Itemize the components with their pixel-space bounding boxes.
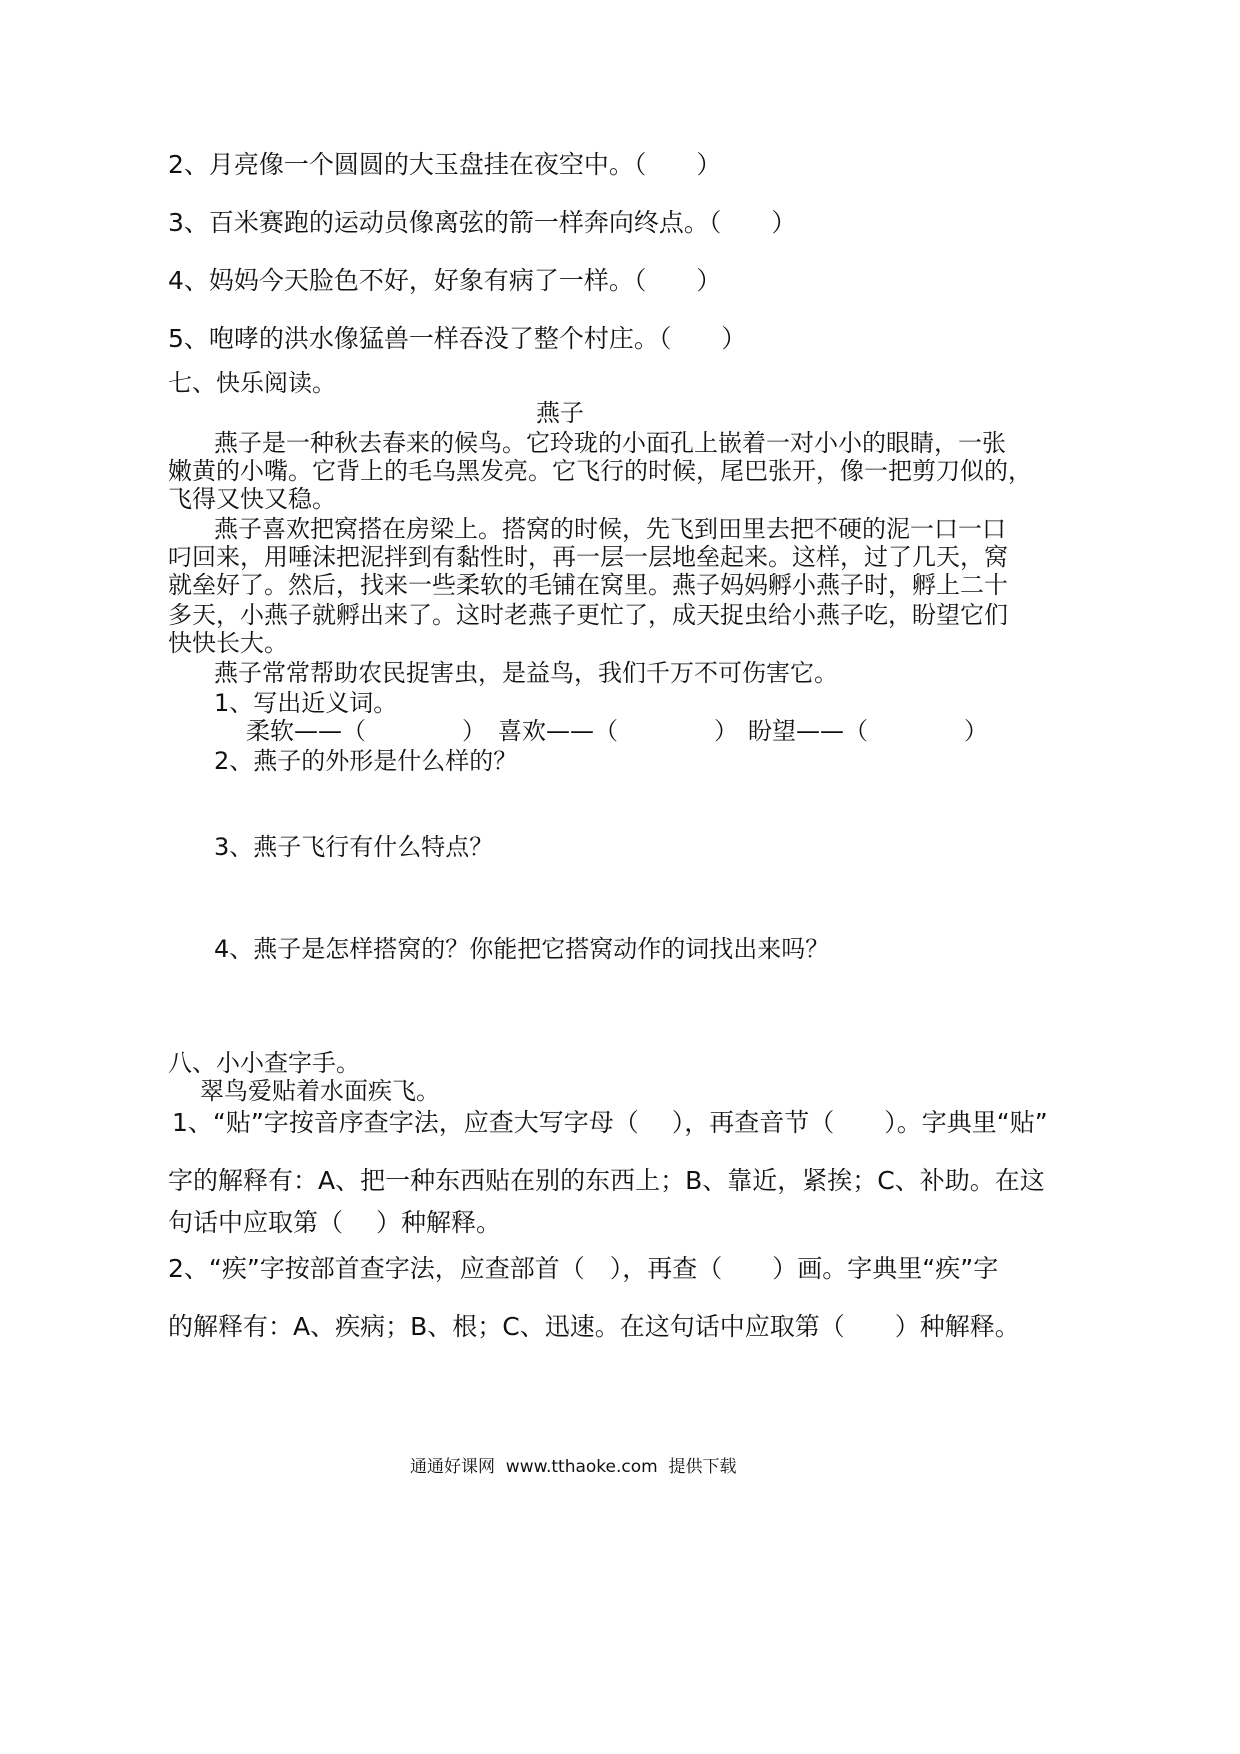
zidian-q1-line: 1、“贴”字按音序查字法，应查大写字母（ ），再查音节（ ）。字典里“贴”	[172, 1108, 1048, 1137]
question-4: 4、燕子是怎样搭窝的？你能把它搭窝动作的词找出来吗？	[214, 935, 830, 963]
question-2: 2、燕子的外形是什么样的？	[214, 747, 518, 775]
section-7-heading: 七、快乐阅读。	[168, 369, 336, 397]
example-sentence: 翠鸟爱贴着水面疾飞。	[200, 1077, 440, 1105]
passage-line: 嫩黄的小嘴。它背上的毛乌黑发亮。它飞行的时候，尾巴张开，像一把剪刀似的，	[168, 457, 1032, 485]
question-3: 3、燕子飞行有什么特点？	[214, 833, 494, 861]
zidian-q1-line: 句话中应取第（ ）种解释。	[168, 1208, 501, 1237]
passage-line: 快快长大。	[168, 629, 288, 657]
zidian-q1-line: 字的解释有：A、把一种东西贴在别的东西上；B、靠近，紧挨；C、补助。在这	[168, 1166, 1045, 1195]
item-5: 5、咆哮的洪水像猛兽一样吞没了整个村庄。（ ）	[168, 324, 747, 353]
passage-title: 燕子	[536, 399, 584, 427]
passage-line: 燕子是一种秋去春来的候鸟。它玲珑的小面孔上嵌着一对小小的眼睛，一张	[214, 429, 1006, 457]
passage-line: 燕子常常帮助农民捉害虫，是益鸟，我们千万不可伤害它。	[214, 659, 838, 687]
passage-line: 就垒好了。然后，找来一些柔软的毛铺在窝里。燕子妈妈孵小燕子时，孵上二十	[168, 571, 1008, 599]
passage-line: 叼回来，用唾沫把泥拌到有黏性时，再一层一层地垒起来。这样，过了几天，窝	[168, 543, 1008, 571]
footer-source: 通通好课网 www.tthaoke.com 提供下载	[410, 1457, 737, 1477]
item-3: 3、百米赛跑的运动员像离弦的箭一样奔向终点。（ ）	[168, 208, 797, 237]
synonym-rouruan: 柔软——（ ）	[246, 717, 486, 745]
passage-line: 飞得又快又稳。	[168, 485, 336, 513]
passage-line: 燕子喜欢把窝搭在房梁上。搭窝的时候，先飞到田里去把不硬的泥一口一口	[214, 515, 1006, 543]
passage-line: 多天，小燕子就孵出来了。这时老燕子更忙了，成天捉虫给小燕子吃，盼望它们	[168, 601, 1008, 629]
zidian-q2-line: 2、“疾”字按部首查字法，应查部首（ ），再查（ ）画。字典里“疾”字	[168, 1254, 999, 1283]
question-1: 1、写出近义词。	[214, 689, 398, 717]
item-2: 2、月亮像一个圆圆的大玉盘挂在夜空中。（ ）	[168, 150, 722, 179]
section-8-heading: 八、小小查字手。	[168, 1049, 360, 1077]
synonym-xihuan: 喜欢——（ ）	[498, 717, 738, 745]
item-4: 4、妈妈今天脸色不好，好象有病了一样。（ ）	[168, 266, 722, 295]
zidian-q2-line: 的解释有：A、疾病；B、根；C、迅速。在这句话中应取第（ ）种解释。	[168, 1312, 1020, 1341]
synonym-panwang: 盼望——（ ）	[748, 717, 988, 745]
